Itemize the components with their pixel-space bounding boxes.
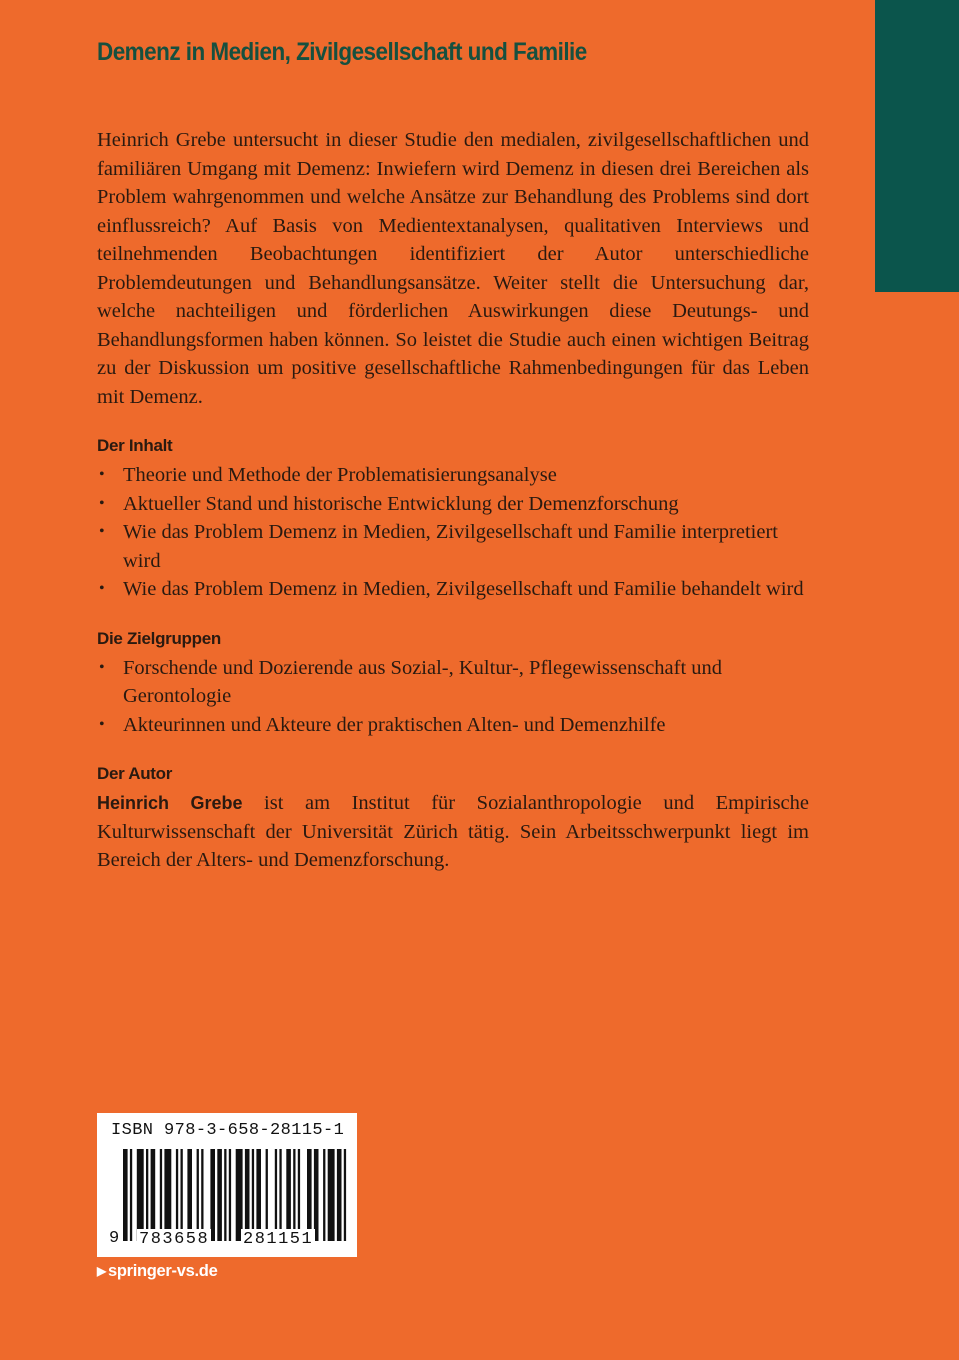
- blurb-paragraph: Heinrich Grebe untersucht in dieser Studie den medialen, zivilgesellschaftlichen und familiären Umgang mit Demenz: Inwiefern wird Demenz in diesen drei Bereichen als Problem wahrgenommen und welche Ansätze zur Behandlung des Problems sind dort einflussreich? Auf Basis von Medientextanalysen, qualitativen Interviews und teilnehmenden Beobachtungen identifiziert der Autor unterschiedliche Problemdeutungen und Behandlungsansätze. Weiter stellt die Untersuchung dar, welche nachteiligen und förderlichen Auswirkungen diese Deutungs- und Behandlungsformen haben können. So leistet die Studie auch einen wichtigen Beitrag zu der Diskussion um positive gesellschaftliche Rahmenbedingungen für das Leben mit Demenz.: [97, 129, 809, 408]
- back-cover-content: [97, 126, 809, 875]
- author-bio-text: ist am Institut für Sozialanthropologie und Empirische Kulturwissenschaft der Universität Zürich tätig. Sein Arbeitsschwerpunkt liegt im Bereich der Alters- und Demenzforschung.: [97, 792, 810, 871]
- section-inhalt: [97, 433, 809, 604]
- bullet-icon: •: [99, 466, 105, 483]
- barcode-bars: [123, 1149, 347, 1241]
- author-bio: [97, 789, 809, 875]
- publisher-website[interactable]: [97, 1262, 217, 1281]
- back-cover-title: Demenz in Medien, Zivilgesellschaft und Familie: [97, 38, 587, 66]
- list-item: • Forschende und Dozierende aus Sozial-, Kultur-, Pflegewissenschaft und Gerontologie: [97, 654, 809, 711]
- inhalt-list: [97, 461, 809, 604]
- list-item: • Wie das Problem Demenz in Medien, Zivilgesellschaft und Familie behandelt wird: [97, 575, 809, 604]
- bullet-icon: •: [99, 523, 105, 540]
- section-zielgruppen: [97, 626, 809, 740]
- list-item: • Akteurinnen und Akteure der praktischen Alten- und Demenzhilfe: [97, 711, 809, 740]
- list-item: • Theorie und Methode der Problematisierungsanalyse: [97, 461, 809, 490]
- play-arrow-icon: ▶: [97, 1264, 106, 1278]
- bullet-icon: •: [99, 715, 105, 733]
- barcode-first-digit: 9: [109, 1229, 120, 1248]
- isbn-barcode: [97, 1113, 357, 1257]
- list-item: • Wie das Problem Demenz in Medien, Zivilgesellschaft und Familie interpretiert wird: [97, 518, 809, 575]
- bullet-icon: •: [99, 580, 105, 597]
- section-heading-autor: Der Autor: [97, 764, 173, 783]
- isbn-label: ISBN 978-3-658-28115-1: [111, 1121, 345, 1140]
- zielgruppen-list: [97, 654, 809, 740]
- publisher-website-label: springer-vs.de: [107, 1262, 218, 1280]
- author-name: Heinrich Grebe: [97, 793, 243, 813]
- barcode-left-digits: 783658: [139, 1230, 210, 1249]
- list-item: • Aktueller Stand und historische Entwicklung der Demenzforschung: [97, 490, 809, 519]
- barcode-right-digits: 281151: [243, 1230, 314, 1249]
- spine-color-band: [875, 0, 959, 292]
- section-heading-zielgruppen: Die Zielgruppen: [97, 628, 221, 648]
- bullet-icon: •: [99, 658, 105, 676]
- section-heading-inhalt: Der Inhalt: [97, 436, 173, 455]
- bullet-icon: •: [99, 494, 105, 512]
- section-autor: [97, 761, 809, 875]
